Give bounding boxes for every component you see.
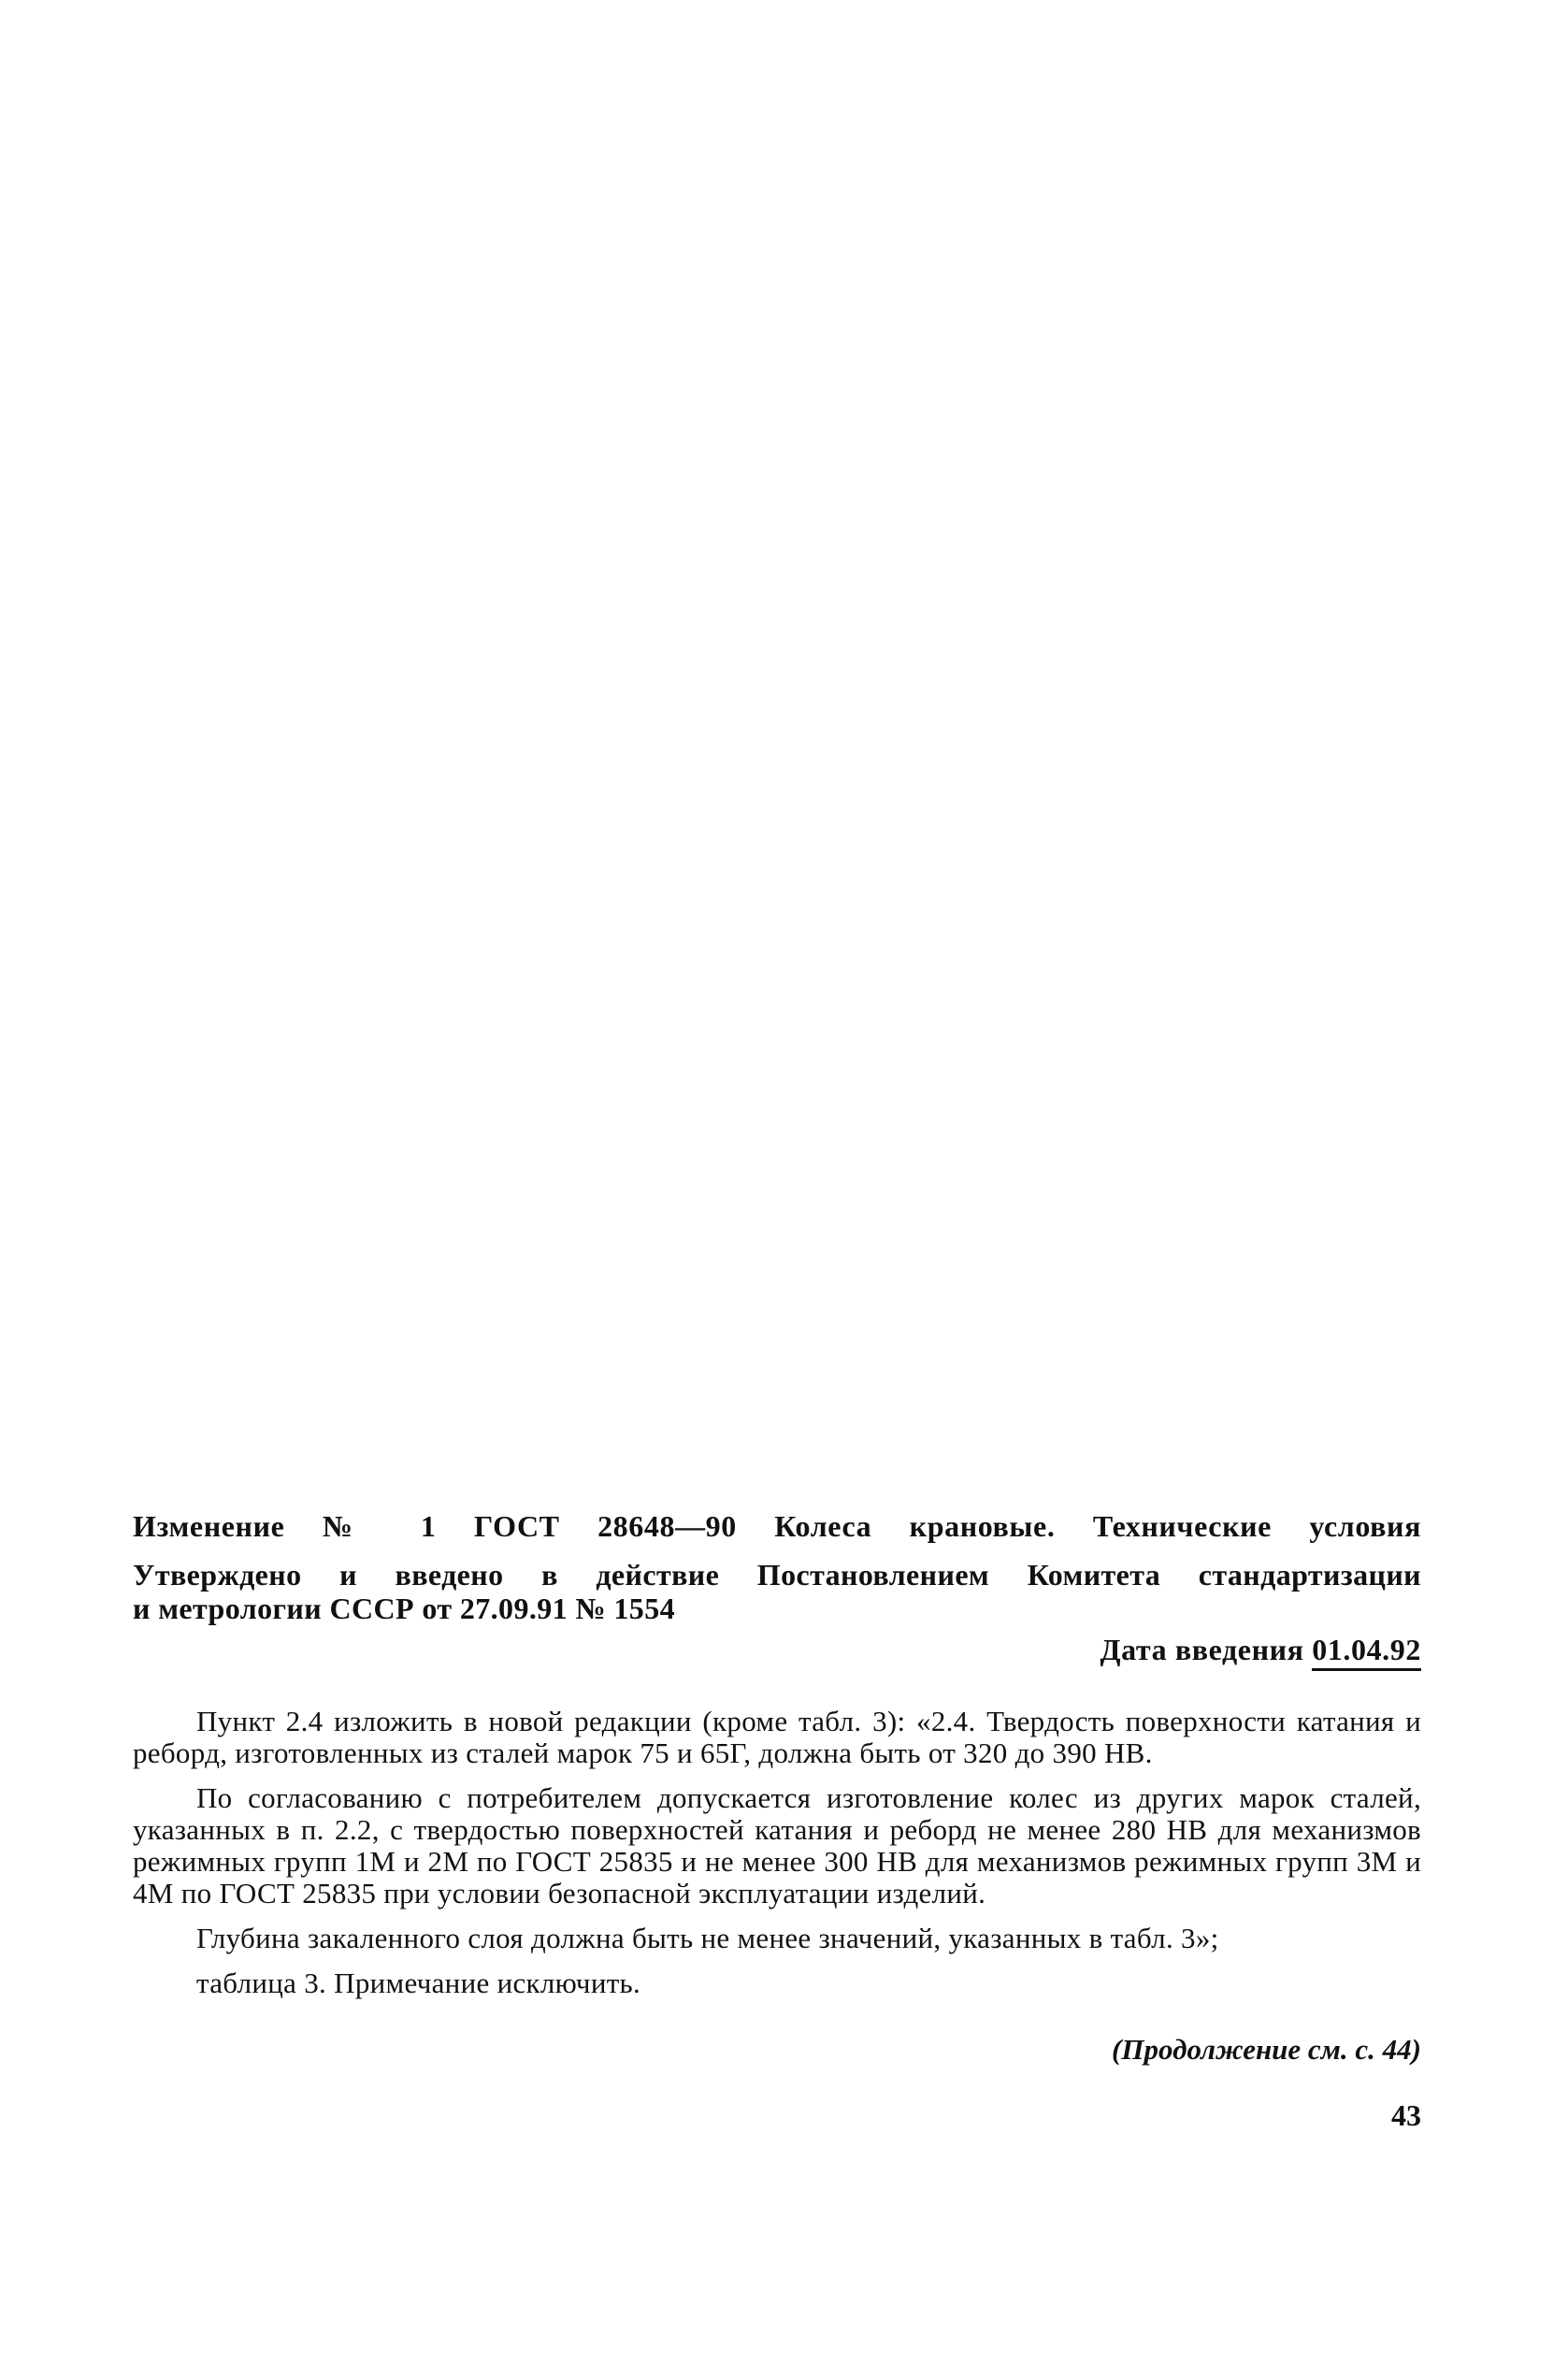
effective-date-value: 01.04.92 (1312, 1633, 1421, 1671)
amendment-block (133, 1507, 1421, 2134)
continuation-note: (Продолжение см. с. 44) (1112, 2033, 1421, 2066)
approval-statement (133, 1558, 1421, 1625)
paragraph-hardened-layer: Глубина закаленного слоя должна быть не менее значений, указанных в табл. 3»; (196, 1922, 1219, 1954)
paragraph-clause-2-4: Пункт 2.4 изложить в новой редакции (кроме табл. 3): «2.4. Твердость поверхности катания и реборд, изготовленных из сталей марок 75 и 65Г, должна быть от 320 до 390 НВ. (133, 1705, 1421, 1769)
approval-line-1: Утверждено и введено в действие Постановлением Комитета стандартизации (133, 1558, 1421, 1592)
page-number: 43 (1391, 2098, 1421, 2132)
paragraph-table-note: таблица 3. Примечание исключить. (196, 1967, 641, 1999)
approval-line-2: и метрологии СССР от 27.09.91 № 1554 (133, 1592, 676, 1625)
paragraph-other-steels: По согласованию с потребителем допускается изготовление колес из других марок сталей, указанных в п. 2.2, с твердостью поверхностей катания и реборд не менее 280 НВ для механизмов режимных групп 1М и 2М по ГОСТ 25835 и не менее 300 НВ для механизмов режимных групп 3М и 4М по ГОСТ 25835 при условии безопасной эксплуатации изделий. (133, 1781, 1421, 1909)
amendment-title: Изменение № 1 ГОСТ 28648—90 Колеса крановые. Технические условия (133, 1509, 1421, 1543)
effective-date-label: Дата введения (1100, 1633, 1304, 1666)
effective-date (133, 1631, 1421, 1668)
